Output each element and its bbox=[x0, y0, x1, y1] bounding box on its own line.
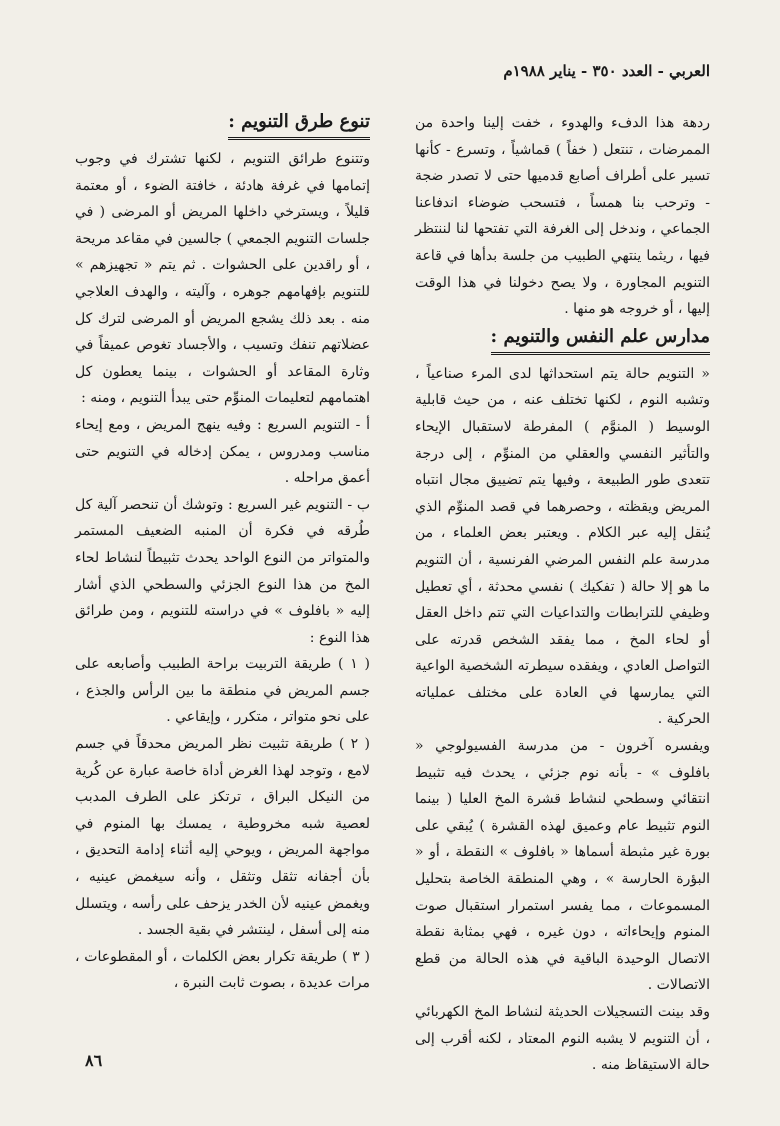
body-paragraph: ( ١ ) طريقة التربيت براحة الطبيب وأصابعه على جسم المريض في منطقة ما بين الرأس والجذع ، على نحو متواتر ، متكرر ، وإيقاعي . bbox=[75, 656, 371, 726]
running-header: العربي - العدد ٣٥٠ - يناير ١٩٨٨م bbox=[503, 62, 710, 80]
body-paragraph: ( ٣ ) طريقة تكرار بعض الكلمات ، أو المقطوعات ، مرات عديدة ، بصوت ثابت النبرة ، bbox=[75, 948, 370, 992]
body-paragraph: ويفسره آخرون - من مدرسة الفسيولوجي « بافلوف » - بأنه نوم جزئي ، يحدث فيه تثبيط انتقائي وسطحي لنشاط قشرة المخ العليا ( بينما النوم تثبيط عام وعميق لهذه القشرة ) يُبقي على بورة غير مثبطة أسماها « بافلوف » النقطة ، أو « البؤرة الحارسة » ، وهي المنطقة الخاصة بتحليل المسموعات ، مما يفسر استمرار استقبال صوت المنوم وإيحاءاته ، دون غيره ، فهي بمثابة نقطة الاتصال الوحيدة الباقية في هذه الحالة من قطع الاتصالات . bbox=[415, 738, 710, 994]
page-number: ٨٦ bbox=[85, 1051, 103, 1070]
body-paragraph: وتتنوع طرائق التنويم ، لكنها تشترك في وجوب إتمامها في غرفة هادئة ، خافتة الضوء ، أو معتمة قليلاً ، ويسترخي داخلها المريض أو المرضى ( في جلسات التنويم الجمعي ) جالسين في مقاعد مريحة ، أو راقدين على الحشوات . ثم يتم « تجهيزهم » للتنويم بإفهامهم جوهره ، وآليته ، والهدف العلاجي منه . بعد ذلك يشجع المريض أو المرضى لترك كل عضلاتهم تنفك وتسيب ، والأجساد تغوص عميقاً في وثارة المقاعد أو الحشوات ، بينما يعطون كل اهتمامهم لتعليمات المنوِّم حتى يبدأ التنويم ، ومنه : bbox=[75, 151, 370, 407]
body-paragraph: ( ٢ ) طريقة تثبيت نظر المريض محدقاً في جسم لامع ، وتوجد لهذا الغرض أداة خاصة عبارة عن كُرية من النيكل البراق ، ترتكز على الطرف المدبب لعصية شبه مخروطية ، يمسك بها المنوم في مواجهة المريض ، ويوحي إليه أثناء إدامة التحديق ، بأن أجفانه تثقل وتثقل ، وأنه سيغمض عينيه ، ويغمض عينيه لأن الخدر يزحف على رأسه ، ويتسلل منه إلى أسفل ، لينتشر في بقية الجسد . bbox=[75, 736, 370, 939]
body-paragraph: أ - التنويم السريع : وفيه ينهج المريض ، ومع إيحاء مناسب ومدروس ، يمكن إدخاله في التنويم حتى أعمق مراحله . bbox=[75, 416, 370, 487]
intro-paragraph: ردهة هذا الدفء والهدوء ، خفت إلينا واحدة من الممرضات ، تنتعل ( خفاً ) قماشياً ، وتسرع - كأنها تسير على أطراف أصابع قدميها حتى لا تصدر ضجة - وترحب بنا همساً ، فتسحب ضوضاء اندفاعنا الجماعي ، وندخل إلى الغرفة التي تفتحها لنا لننتظر فيها ، ريثما ينتهي الطبيب من جلسة بدأها في قاعة التنويم المجاورة ، ولا يصح دخولنا في هذا الوقت إليها ، أو خروجه هو منها . bbox=[415, 115, 710, 318]
right-column bbox=[415, 110, 710, 1079]
section-title-schools: مدارس علم النفس والتنويم : bbox=[491, 323, 710, 355]
body-paragraph: ب - التنويم غير السريع : وتوشك أن تنحصر آلية كل طُرقه في فكرة أن المنبه الضعيف المستمر والمتواتر من النوع الواحد يحدث تثبيطاً لنشاط لحاء المخ من هذا النوع الجزئي والسطحي الذي أشار إليه « بافلوف » في دراسته للتنويم ، ومن طرائق هذا النوع : bbox=[75, 496, 370, 646]
left-column bbox=[75, 110, 370, 997]
body-paragraph: « التنويم حالة يتم استحداثها لدى المرء صناعياً ، وتشبه النوم ، لكنها تختلف عنه ، من حيث قابلية الوسيط ( المنوَّم ) المفرطة لاستقبال الإيحاء والتأثير النفسي والعقلي من المنوِّم ، إلى درجة تتعدى طور الطبيعة ، وفيها يتم تضييق مجال انتباه المريض ويقظته ، وحصرهما في قصد المنوِّم الذي يُنقل إليه عبر الكلام . ويعتبر بعض العلماء ، من مدرسة علم النفس المرضي الفرنسية ، أن التنويم ما هو إلا حالة ( تفكيك ) نفسي محدثة ، أي تعطيل وظيفي للترابطات والتداعيات التي تتم داخل العقل أو لحاء المخ ، مما يفقد الشخص قدرته على التواصل العادي ، ويفقده سيطرته الشخصية الواعية التي يمارسها في العادة على مختلف عملياته الحركية . bbox=[415, 365, 710, 728]
section-title-methods: تنوع طرق التنويم : bbox=[228, 108, 370, 140]
body-paragraph: وقد بينت التسجيلات الحديثة لنشاط المخ الكهربائي ، أن التنويم لا يشبه النوم المعتاد ، لكنه أقرب إلى حالة الاستيقاظ منه . bbox=[415, 1004, 710, 1074]
